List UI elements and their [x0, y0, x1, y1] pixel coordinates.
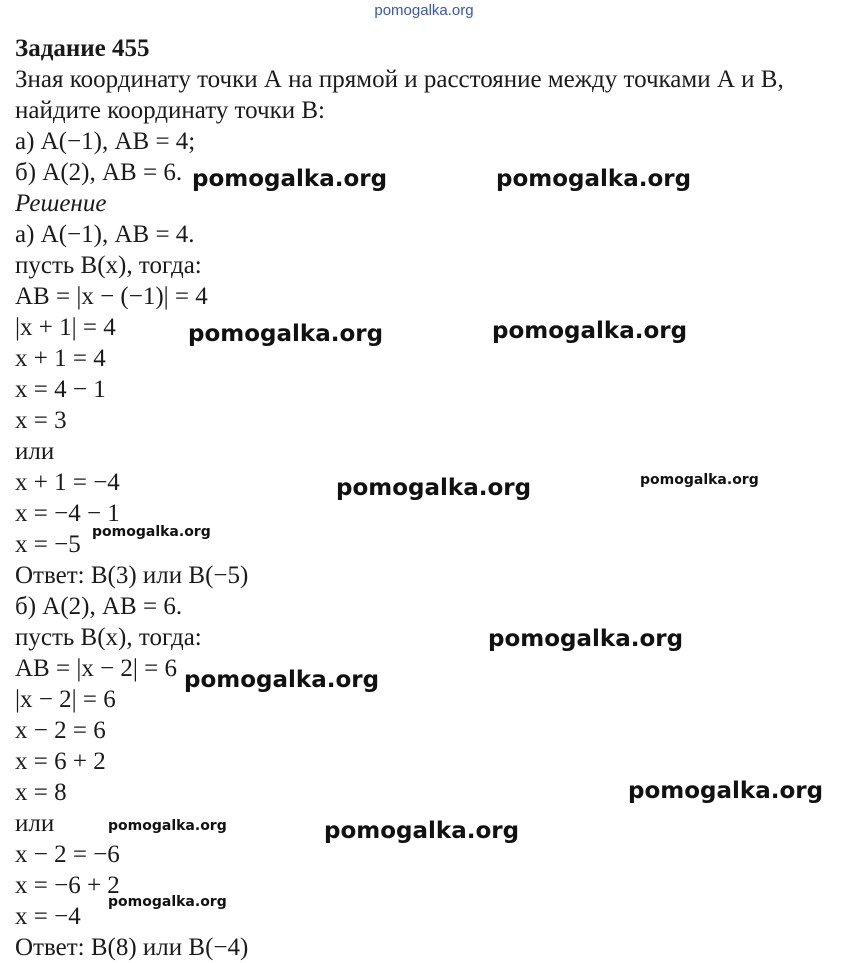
solution-line: |х − 2| = 6 — [15, 686, 116, 713]
watermark: pomogalka.org — [496, 166, 692, 192]
watermark: pomogalka.org — [488, 626, 684, 652]
solution-line: х = 6 + 2 — [15, 748, 106, 775]
solution-line: пусть В(х), тогда: — [15, 624, 202, 651]
solution-line: АВ = |х − (−1)| = 4 — [15, 283, 208, 310]
solution-line: х = −5 — [15, 531, 81, 558]
solution-line: АВ = |х − 2| = 6 — [15, 655, 178, 682]
watermark: pomogalka.org — [324, 818, 520, 844]
solution-line: х = −6 + 2 — [15, 872, 120, 899]
solution-line: х = 8 — [15, 779, 67, 806]
solution-line: х + 1 = 4 — [15, 345, 106, 372]
solution-line: или — [15, 810, 55, 837]
watermark: pomogalka.org — [336, 475, 532, 501]
statement-line: б) А(2), АВ = 6. — [15, 159, 183, 186]
solution-heading: Решение — [15, 190, 107, 217]
solution-line: х = −4 — [15, 903, 81, 930]
statement-line: Зная координату точки А на прямой и расстояние между точками А и В, — [15, 66, 784, 93]
solution-line: х = −4 − 1 — [15, 500, 120, 527]
solution-line: а) А(−1), АВ = 4. — [15, 221, 195, 248]
solution-line: х = 3 — [15, 407, 67, 434]
task-title: Задание 455 — [15, 35, 150, 62]
solution-line: х − 2 = 6 — [15, 717, 106, 744]
watermark: pomogalka.org — [108, 894, 227, 910]
solution-line: х = 4 − 1 — [15, 376, 106, 403]
solution-line: х + 1 = −4 — [15, 469, 120, 496]
solution-line: х − 2 = −6 — [15, 841, 120, 868]
watermark: pomogalka.org — [188, 321, 384, 347]
watermark: pomogalka.org — [108, 818, 227, 834]
watermark: pomogalka.org — [492, 318, 688, 344]
answer-line: Ответ: В(3) или В(−5) — [15, 562, 249, 589]
watermark: pomogalka.org — [184, 667, 380, 693]
solution-line: или — [15, 438, 55, 465]
watermark: pomogalka.org — [192, 166, 388, 192]
watermark: pomogalka.org — [628, 778, 824, 804]
watermark: pomogalka.org — [92, 524, 211, 540]
solution-line: пусть В(х), тогда: — [15, 252, 202, 279]
solution-line: б) А(2), АВ = 6. — [15, 593, 183, 620]
solution-line: |х + 1| = 4 — [15, 314, 116, 341]
statement-line: найдите координату точки В: — [15, 97, 325, 124]
statement-line: а) А(−1), АВ = 4; — [15, 128, 196, 155]
site-header-link[interactable]: pomogalka.org — [374, 2, 474, 19]
watermark: pomogalka.org — [640, 472, 759, 488]
answer-line: Ответ: В(8) или В(−4) — [15, 934, 249, 961]
